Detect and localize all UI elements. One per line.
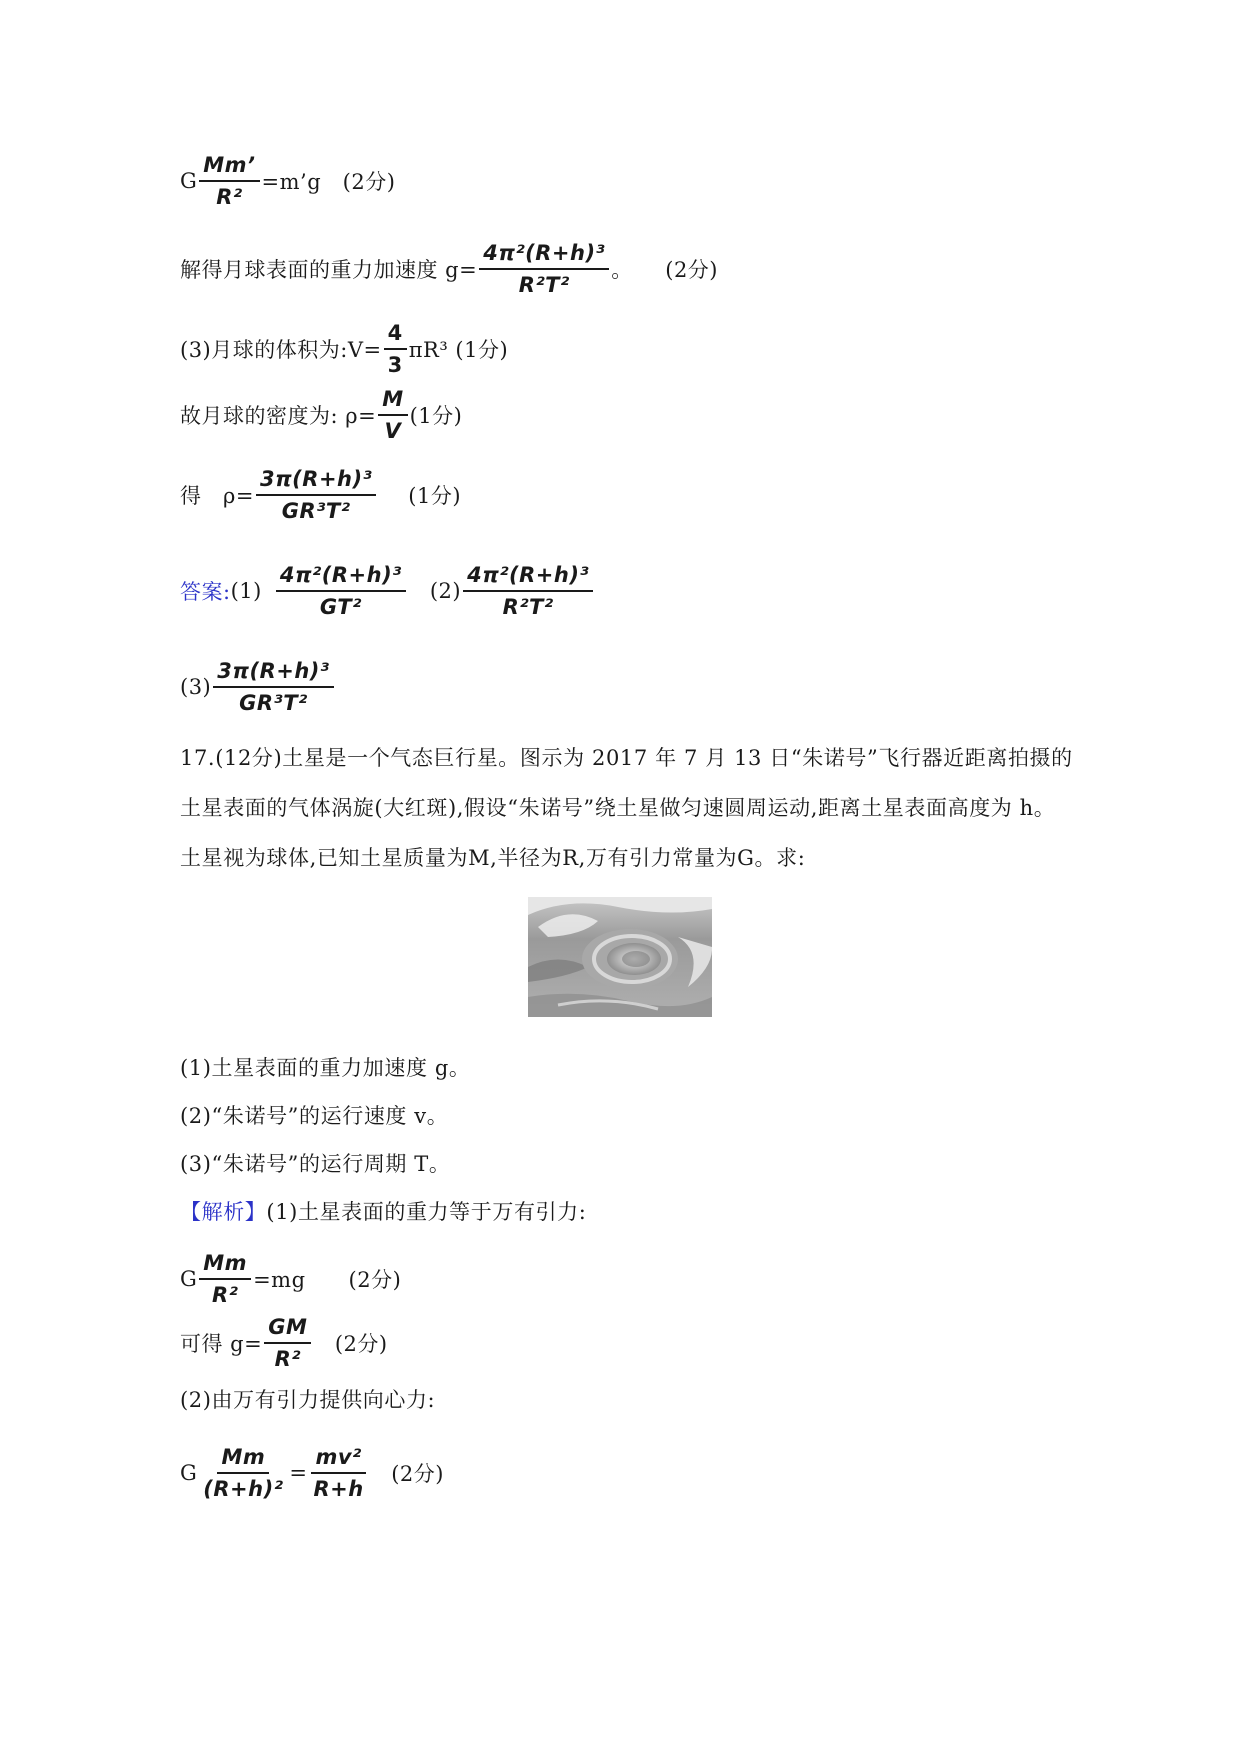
fraction — [310, 1442, 368, 1504]
numerator: 4 — [384, 318, 407, 350]
denominator: R²T² — [502, 595, 554, 619]
numerator: GM — [264, 1312, 311, 1344]
fraction — [256, 464, 376, 526]
numerator: 4π²(R+h)³ — [463, 560, 593, 592]
analysis-intro: (1)土星表面的重力等于万有引力: — [266, 1200, 587, 1224]
denominator: R² — [216, 185, 243, 209]
numerator: mv² — [311, 1442, 365, 1474]
eq-prefix: 可得 g= — [180, 1332, 263, 1356]
analysis-step-2: (2)由万有引力提供向心力: — [180, 1388, 436, 1412]
numerator: 3π(R+h)³ — [256, 464, 376, 496]
fraction — [378, 384, 407, 446]
denominator: R² — [274, 1347, 301, 1371]
equation-gravity-moon-surface — [180, 150, 395, 212]
eq-suffix: =m’g (2分) — [261, 170, 396, 194]
question-17-line-3: 土星视为球体,已知土星质量为M,半径为R,万有引力常量为G。求: — [180, 846, 806, 870]
sub-question-3: (3)“朱诺号”的运行周期 T。 — [180, 1152, 451, 1176]
numerator: Mm — [199, 1248, 251, 1280]
eq-prefix: (3)月球的体积为:V= — [180, 338, 382, 362]
answer-line — [180, 560, 595, 622]
sub-question-1: (1)土星表面的重力加速度 g。 — [180, 1056, 471, 1080]
answer-part-1-label: (1) — [230, 579, 262, 603]
equation-saturn-surface-gravity — [180, 1248, 401, 1310]
equation-centripetal — [180, 1442, 444, 1504]
eq-prefix: 得 ρ= — [180, 484, 254, 508]
fraction — [463, 560, 593, 622]
eq-suffix: (2分) — [313, 1332, 388, 1356]
analysis-tag: 【解析】 — [180, 1200, 267, 1224]
fraction — [199, 1248, 251, 1310]
equals-sign: = — [289, 1461, 308, 1485]
eq-prefix: G — [180, 1461, 198, 1485]
denominator: R+h — [313, 1477, 364, 1501]
eq-suffix: 。 (2分) — [611, 258, 718, 282]
sub-question-2: (2)“朱诺号”的运行速度 v。 — [180, 1104, 449, 1128]
fraction — [199, 150, 259, 212]
eq-suffix: πR³ (1分) — [408, 338, 509, 362]
fraction — [264, 1312, 311, 1374]
equation-moon-volume — [180, 318, 508, 380]
denominator: GT² — [319, 595, 362, 619]
denominator: GR³T² — [281, 499, 351, 523]
equation-moon-density — [180, 384, 462, 446]
denominator: GR³T² — [239, 691, 308, 715]
numerator: 4π²(R+h)³ — [479, 238, 609, 270]
eq-prefix: 故月球的密度为: ρ= — [180, 404, 377, 428]
analysis-heading — [180, 1196, 586, 1226]
numerator: Mm’ — [199, 150, 259, 182]
numerator: 3π(R+h)³ — [213, 656, 333, 688]
eq-suffix: (2分) — [369, 1462, 444, 1486]
saturn-vortex-illustration — [528, 897, 712, 1017]
eq-suffix: (1分) — [408, 484, 462, 508]
denominator: (R+h)² — [203, 1477, 284, 1501]
eq-prefix: 解得月球表面的重力加速度 g= — [180, 258, 478, 282]
denominator: R² — [211, 1283, 239, 1307]
eq-prefix: G — [180, 1267, 198, 1291]
fraction — [384, 318, 407, 380]
fraction — [276, 560, 406, 622]
equation-saturn-g — [180, 1312, 388, 1374]
eq-suffix: =mg (2分) — [253, 1268, 402, 1292]
equation-moon-surface-g — [180, 238, 718, 300]
numerator: 4π²(R+h)³ — [276, 560, 406, 592]
answer-line-3 — [180, 656, 336, 718]
fraction — [213, 656, 333, 718]
eq-suffix: (1分) — [409, 404, 463, 428]
eq-prefix: G — [180, 169, 198, 193]
denominator: R²T² — [518, 273, 570, 297]
question-17-line-1: 17.(12分)土星是一个气态巨行星。图示为 2017 年 7 月 13 日“朱诺号”飞行器近距离拍摄的 — [180, 746, 1073, 770]
numerator: Mm — [217, 1442, 269, 1474]
question-17-line-2: 土星表面的气体涡旋(大红斑),假设“朱诺号”绕土星做匀速圆周运动,距离土星表面高度为 h。 — [180, 796, 1056, 820]
fraction — [199, 1442, 287, 1504]
equation-density-result — [180, 464, 461, 526]
answer-part-2-label: (2) — [429, 579, 462, 603]
saturn-vortex-image — [528, 897, 712, 1017]
answer-label: 答案: — [180, 580, 231, 604]
denominator: 3 — [387, 353, 403, 377]
denominator: V — [384, 419, 402, 443]
numerator: M — [378, 384, 407, 416]
answer-part-3-label: (3) — [180, 675, 212, 699]
fraction — [479, 238, 609, 300]
